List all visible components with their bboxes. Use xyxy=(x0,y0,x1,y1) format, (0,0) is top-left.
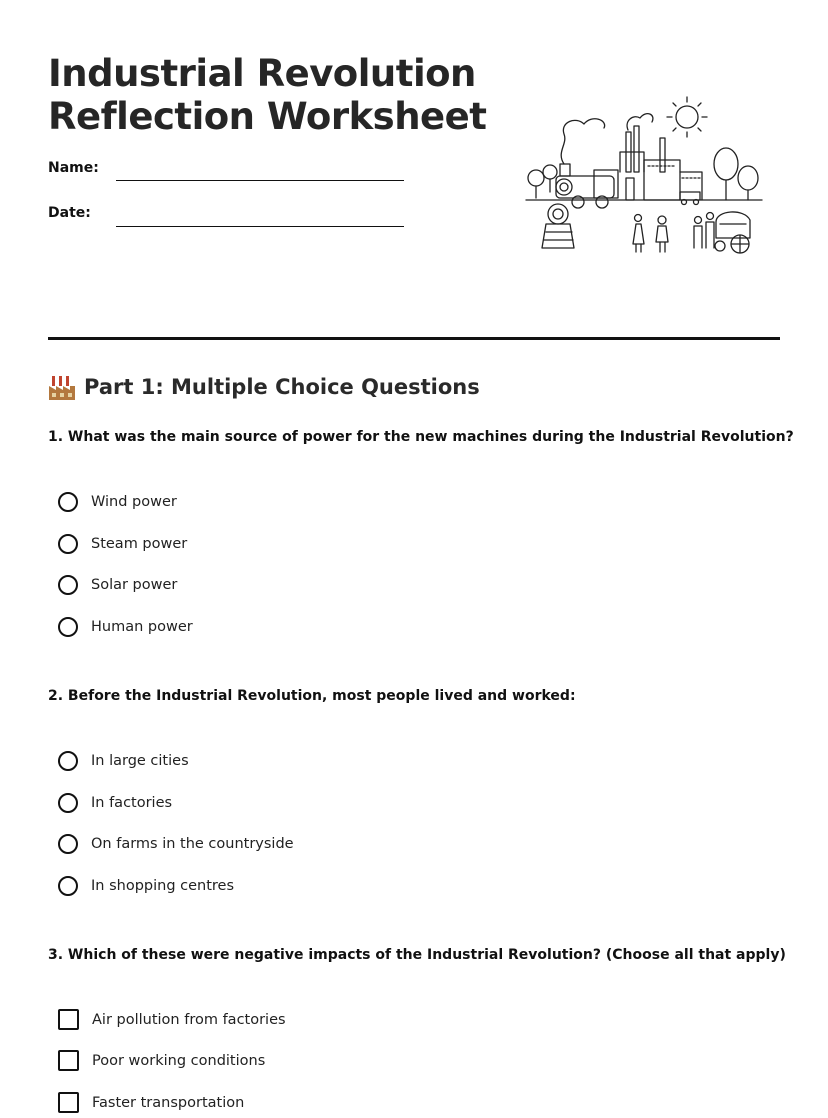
industrial-scene-illustration xyxy=(520,92,768,264)
checkbox[interactable] xyxy=(58,1092,79,1113)
title-line-2: Reflection Worksheet xyxy=(48,95,487,138)
checkbox[interactable] xyxy=(58,1050,79,1071)
q3-option-air-pollution[interactable] xyxy=(58,1009,286,1030)
option-label: In large cities xyxy=(91,753,189,769)
q3-option-poor-working-conditions[interactable] xyxy=(58,1050,265,1071)
factory-building-icon xyxy=(620,126,702,200)
truck-icon xyxy=(680,192,700,205)
option-label: Faster transportation xyxy=(92,1094,245,1111)
question-2: 2. Before the Industrial Revolution, most people lived and worked: xyxy=(48,688,576,704)
tree-icon xyxy=(714,148,758,200)
question-1: 1. What was the main source of power for the new machines during the Industrial Revolution? xyxy=(48,429,794,445)
part-1-heading xyxy=(48,373,480,401)
option-label: Steam power xyxy=(91,536,188,552)
worksheet-title xyxy=(48,52,486,138)
name-field[interactable] xyxy=(116,180,404,181)
sun-icon xyxy=(667,97,707,137)
q2-option-factories[interactable] xyxy=(58,793,172,813)
radio-button[interactable] xyxy=(58,492,78,512)
name-label: Name: xyxy=(48,160,99,176)
option-label: Solar power xyxy=(91,577,178,593)
radio-button[interactable] xyxy=(58,534,78,554)
smoke-icon xyxy=(561,119,604,164)
radio-button[interactable] xyxy=(58,575,78,595)
q1-option-human-power[interactable] xyxy=(58,617,193,637)
radio-button[interactable] xyxy=(58,834,78,854)
factory-icon xyxy=(48,373,76,401)
date-field[interactable] xyxy=(116,226,404,227)
option-label: Wind power xyxy=(91,494,177,510)
q2-option-large-cities[interactable] xyxy=(58,751,189,771)
option-label: Human power xyxy=(91,619,193,635)
option-label: Poor working conditions xyxy=(92,1052,266,1069)
q3-option-faster-transportation[interactable] xyxy=(58,1092,244,1113)
option-label: On farms in the countryside xyxy=(91,836,294,852)
question-3: 3. Which of these were negative impacts of the Industrial Revolution? (Choose all that apply) xyxy=(48,947,786,963)
q1-option-steam-power[interactable] xyxy=(58,534,187,554)
people-icon xyxy=(633,213,714,253)
radio-button[interactable] xyxy=(58,617,78,637)
q2-option-farms[interactable] xyxy=(58,834,294,854)
q2-option-shopping-centres[interactable] xyxy=(58,876,234,896)
tree-icon xyxy=(528,165,557,198)
date-label: Date: xyxy=(48,205,91,221)
option-label: Air pollution from factories xyxy=(92,1011,286,1028)
title-line-1: Industrial Revolution xyxy=(48,52,476,95)
q1-option-solar-power[interactable] xyxy=(58,575,177,595)
horse-cart-icon xyxy=(715,212,750,253)
checkbox[interactable] xyxy=(58,1009,79,1030)
option-label: In factories xyxy=(91,795,173,811)
option-label: In shopping centres xyxy=(91,878,235,894)
q1-option-wind-power[interactable] xyxy=(58,492,177,512)
section-heading-text: Part 1: Multiple Choice Questions xyxy=(84,375,480,399)
section-divider xyxy=(48,337,780,340)
radio-button[interactable] xyxy=(58,751,78,771)
radio-button[interactable] xyxy=(58,876,78,896)
radio-button[interactable] xyxy=(58,793,78,813)
